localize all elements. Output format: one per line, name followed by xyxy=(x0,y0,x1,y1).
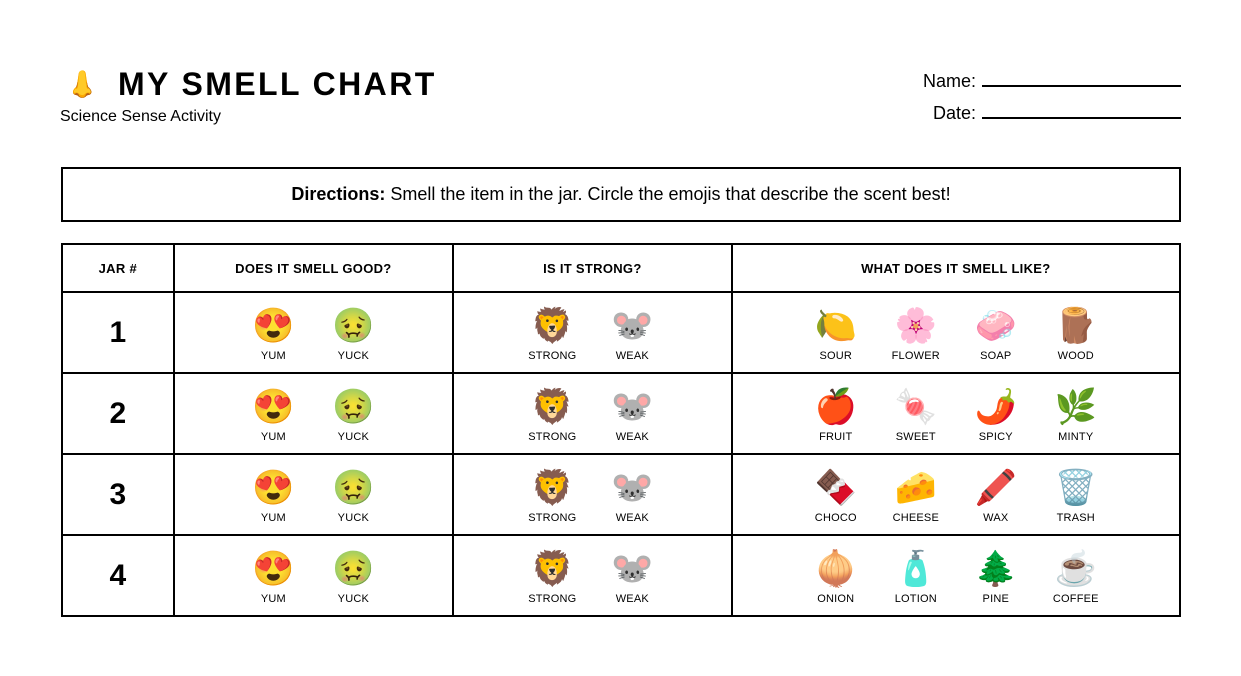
option-label: WEAK xyxy=(615,349,649,362)
date-label: Date: xyxy=(932,103,976,123)
option-label: WEAK xyxy=(615,430,649,443)
option-label: FRUIT xyxy=(819,430,853,443)
option-minty[interactable] xyxy=(1036,385,1116,443)
date-field[interactable] xyxy=(923,92,1181,124)
cheese-icon[interactable]: 🧀 xyxy=(894,468,937,507)
chili-pepper-icon[interactable]: 🌶️ xyxy=(974,387,1017,426)
good-options xyxy=(175,304,452,362)
option-yuck[interactable] xyxy=(313,466,393,524)
option-cheese[interactable] xyxy=(876,466,956,524)
option-label: YUM xyxy=(260,430,286,443)
header-smell-like: WHAT DOES IT SMELL LIKE? xyxy=(732,244,1180,292)
mouse-icon[interactable]: 🐭 xyxy=(611,306,654,345)
strong-options xyxy=(454,547,730,605)
option-label: COFFEE xyxy=(1052,592,1099,605)
option-coffee[interactable] xyxy=(1036,547,1116,605)
directions-label: Directions: xyxy=(291,184,386,204)
pine-tree-icon[interactable]: 🌲 xyxy=(974,549,1017,588)
option-label: SWEET xyxy=(895,430,936,443)
smell-chart-table xyxy=(61,243,1181,617)
option-label: WAX xyxy=(983,511,1009,524)
cell-like xyxy=(732,373,1180,454)
option-label: PINE xyxy=(982,592,1010,605)
option-label: YUCK xyxy=(337,430,370,443)
option-soap[interactable] xyxy=(956,304,1036,362)
option-wood[interactable] xyxy=(1036,304,1116,362)
herb-icon[interactable]: 🌿 xyxy=(1054,387,1097,426)
cell-good xyxy=(174,535,453,616)
cell-good xyxy=(174,373,453,454)
option-fruit[interactable] xyxy=(796,385,876,443)
mouse-icon[interactable]: 🐭 xyxy=(611,468,654,507)
wood-log-icon[interactable]: 🪵 xyxy=(1054,306,1097,345)
name-blank-line[interactable] xyxy=(982,84,1181,87)
cell-like xyxy=(732,454,1180,535)
option-label: LOTION xyxy=(894,592,937,605)
soap-icon[interactable]: 🧼 xyxy=(974,306,1017,345)
option-sweet[interactable] xyxy=(876,385,956,443)
option-trash[interactable] xyxy=(1036,466,1116,524)
option-label: WEAK xyxy=(615,592,649,605)
option-yum[interactable] xyxy=(233,466,313,524)
coffee-icon[interactable]: ☕ xyxy=(1054,549,1097,588)
option-label: YUM xyxy=(260,349,286,362)
lemon-icon[interactable]: 🍋 xyxy=(814,306,857,345)
good-options xyxy=(175,547,452,605)
option-label: MINTY xyxy=(1058,430,1094,443)
cell-good xyxy=(174,292,453,373)
option-label: YUCK xyxy=(337,511,370,524)
option-onion[interactable] xyxy=(796,547,876,605)
option-weak[interactable] xyxy=(592,385,672,443)
lion-icon[interactable]: 🦁 xyxy=(531,549,574,588)
table-row xyxy=(62,292,1180,373)
heart-eyes-face-icon[interactable]: 😍 xyxy=(252,549,295,588)
crayon-icon[interactable]: 🖍️ xyxy=(974,468,1017,507)
lion-icon[interactable]: 🦁 xyxy=(531,468,574,507)
option-weak[interactable] xyxy=(592,547,672,605)
apple-icon[interactable]: 🍎 xyxy=(814,387,857,426)
cell-strong xyxy=(453,454,731,535)
like-options xyxy=(733,547,1179,605)
name-label: Name: xyxy=(922,71,976,91)
lotion-bottle-icon[interactable]: 🧴 xyxy=(894,549,937,588)
jar-number: 2 xyxy=(62,373,174,454)
heart-eyes-face-icon[interactable]: 😍 xyxy=(252,387,295,426)
nauseated-face-icon[interactable]: 🤢 xyxy=(332,306,375,345)
cell-strong xyxy=(453,535,731,616)
nauseated-face-icon[interactable]: 🤢 xyxy=(332,468,375,507)
option-label: SOUR xyxy=(819,349,853,362)
header-smell-good: DOES IT SMELL GOOD? xyxy=(174,244,453,292)
jar-number: 1 xyxy=(62,292,174,373)
page-header xyxy=(60,62,437,126)
date-blank-line[interactable] xyxy=(982,116,1181,119)
good-options xyxy=(175,385,452,443)
cell-good xyxy=(174,454,453,535)
header-strong: IS IT STRONG? xyxy=(453,244,731,292)
like-options xyxy=(733,385,1179,443)
option-choco[interactable] xyxy=(796,466,876,524)
chocolate-bar-icon[interactable]: 🍫 xyxy=(814,468,857,507)
lion-icon[interactable]: 🦁 xyxy=(531,387,574,426)
strong-options xyxy=(454,385,730,443)
option-label: WEAK xyxy=(615,511,649,524)
option-label: CHEESE xyxy=(892,511,939,524)
mouse-icon[interactable]: 🐭 xyxy=(611,387,654,426)
option-weak[interactable] xyxy=(592,304,672,362)
heart-eyes-face-icon[interactable]: 😍 xyxy=(252,306,295,345)
nose-icon: 👃 xyxy=(66,69,99,99)
nauseated-face-icon[interactable]: 🤢 xyxy=(332,387,375,426)
student-fields xyxy=(923,60,1181,124)
option-lotion[interactable] xyxy=(876,547,956,605)
cell-like xyxy=(732,292,1180,373)
nauseated-face-icon[interactable]: 🤢 xyxy=(332,549,375,588)
option-label: STRONG xyxy=(528,592,577,605)
option-label: SPICY xyxy=(978,430,1013,443)
option-label: SOAP xyxy=(980,349,1012,362)
option-strong[interactable] xyxy=(512,547,592,605)
directions-text: Smell the item in the jar. Circle the emojis that describe the scent best! xyxy=(390,184,951,204)
jar-number: 4 xyxy=(62,535,174,616)
option-strong[interactable] xyxy=(512,466,592,524)
option-label: WOOD xyxy=(1057,349,1094,362)
option-yuck[interactable] xyxy=(313,304,393,362)
cherry-blossom-icon[interactable]: 🌸 xyxy=(894,306,937,345)
lion-icon[interactable]: 🦁 xyxy=(531,306,574,345)
like-options xyxy=(733,466,1179,524)
option-label: YUCK xyxy=(337,592,370,605)
cell-strong xyxy=(453,292,731,373)
cell-strong xyxy=(453,373,731,454)
option-pine[interactable] xyxy=(956,547,1036,605)
option-label: STRONG xyxy=(528,349,577,362)
option-label: STRONG xyxy=(528,430,577,443)
option-yuck[interactable] xyxy=(313,547,393,605)
directions-box xyxy=(61,167,1181,222)
heart-eyes-face-icon[interactable]: 😍 xyxy=(252,468,295,507)
option-label: STRONG xyxy=(528,511,577,524)
candy-icon[interactable]: 🍬 xyxy=(894,387,937,426)
option-yuck[interactable] xyxy=(313,385,393,443)
cell-like xyxy=(732,535,1180,616)
page-title: MY SMELL CHART xyxy=(118,65,437,102)
option-flower[interactable] xyxy=(876,304,956,362)
good-options xyxy=(175,466,452,524)
option-label: YUM xyxy=(260,511,286,524)
option-yum[interactable] xyxy=(233,547,313,605)
header-jar: JAR # xyxy=(62,244,174,292)
strong-options xyxy=(454,466,730,524)
option-sour[interactable] xyxy=(796,304,876,362)
table-row xyxy=(62,373,1180,454)
table-row xyxy=(62,454,1180,535)
like-options xyxy=(733,304,1179,362)
option-label: YUCK xyxy=(337,349,370,362)
page-subtitle: Science Sense Activity xyxy=(60,108,221,125)
option-yum[interactable] xyxy=(233,385,313,443)
option-label: TRASH xyxy=(1056,511,1095,524)
strong-options xyxy=(454,304,730,362)
title-row xyxy=(60,62,437,106)
onion-icon[interactable]: 🧅 xyxy=(814,549,857,588)
option-weak[interactable] xyxy=(592,466,672,524)
jar-number: 3 xyxy=(62,454,174,535)
table-row xyxy=(62,535,1180,616)
option-label: FLOWER xyxy=(891,349,940,362)
option-strong[interactable] xyxy=(512,385,592,443)
option-label: CHOCO xyxy=(814,511,857,524)
wastebasket-icon[interactable]: 🗑️ xyxy=(1054,468,1097,507)
option-strong[interactable] xyxy=(512,304,592,362)
option-label: ONION xyxy=(817,592,855,605)
option-label: YUM xyxy=(260,592,286,605)
mouse-icon[interactable]: 🐭 xyxy=(611,549,654,588)
table-header-row xyxy=(62,244,1180,292)
name-field[interactable] xyxy=(923,60,1181,92)
option-wax[interactable] xyxy=(956,466,1036,524)
option-yum[interactable] xyxy=(233,304,313,362)
option-spicy[interactable] xyxy=(956,385,1036,443)
